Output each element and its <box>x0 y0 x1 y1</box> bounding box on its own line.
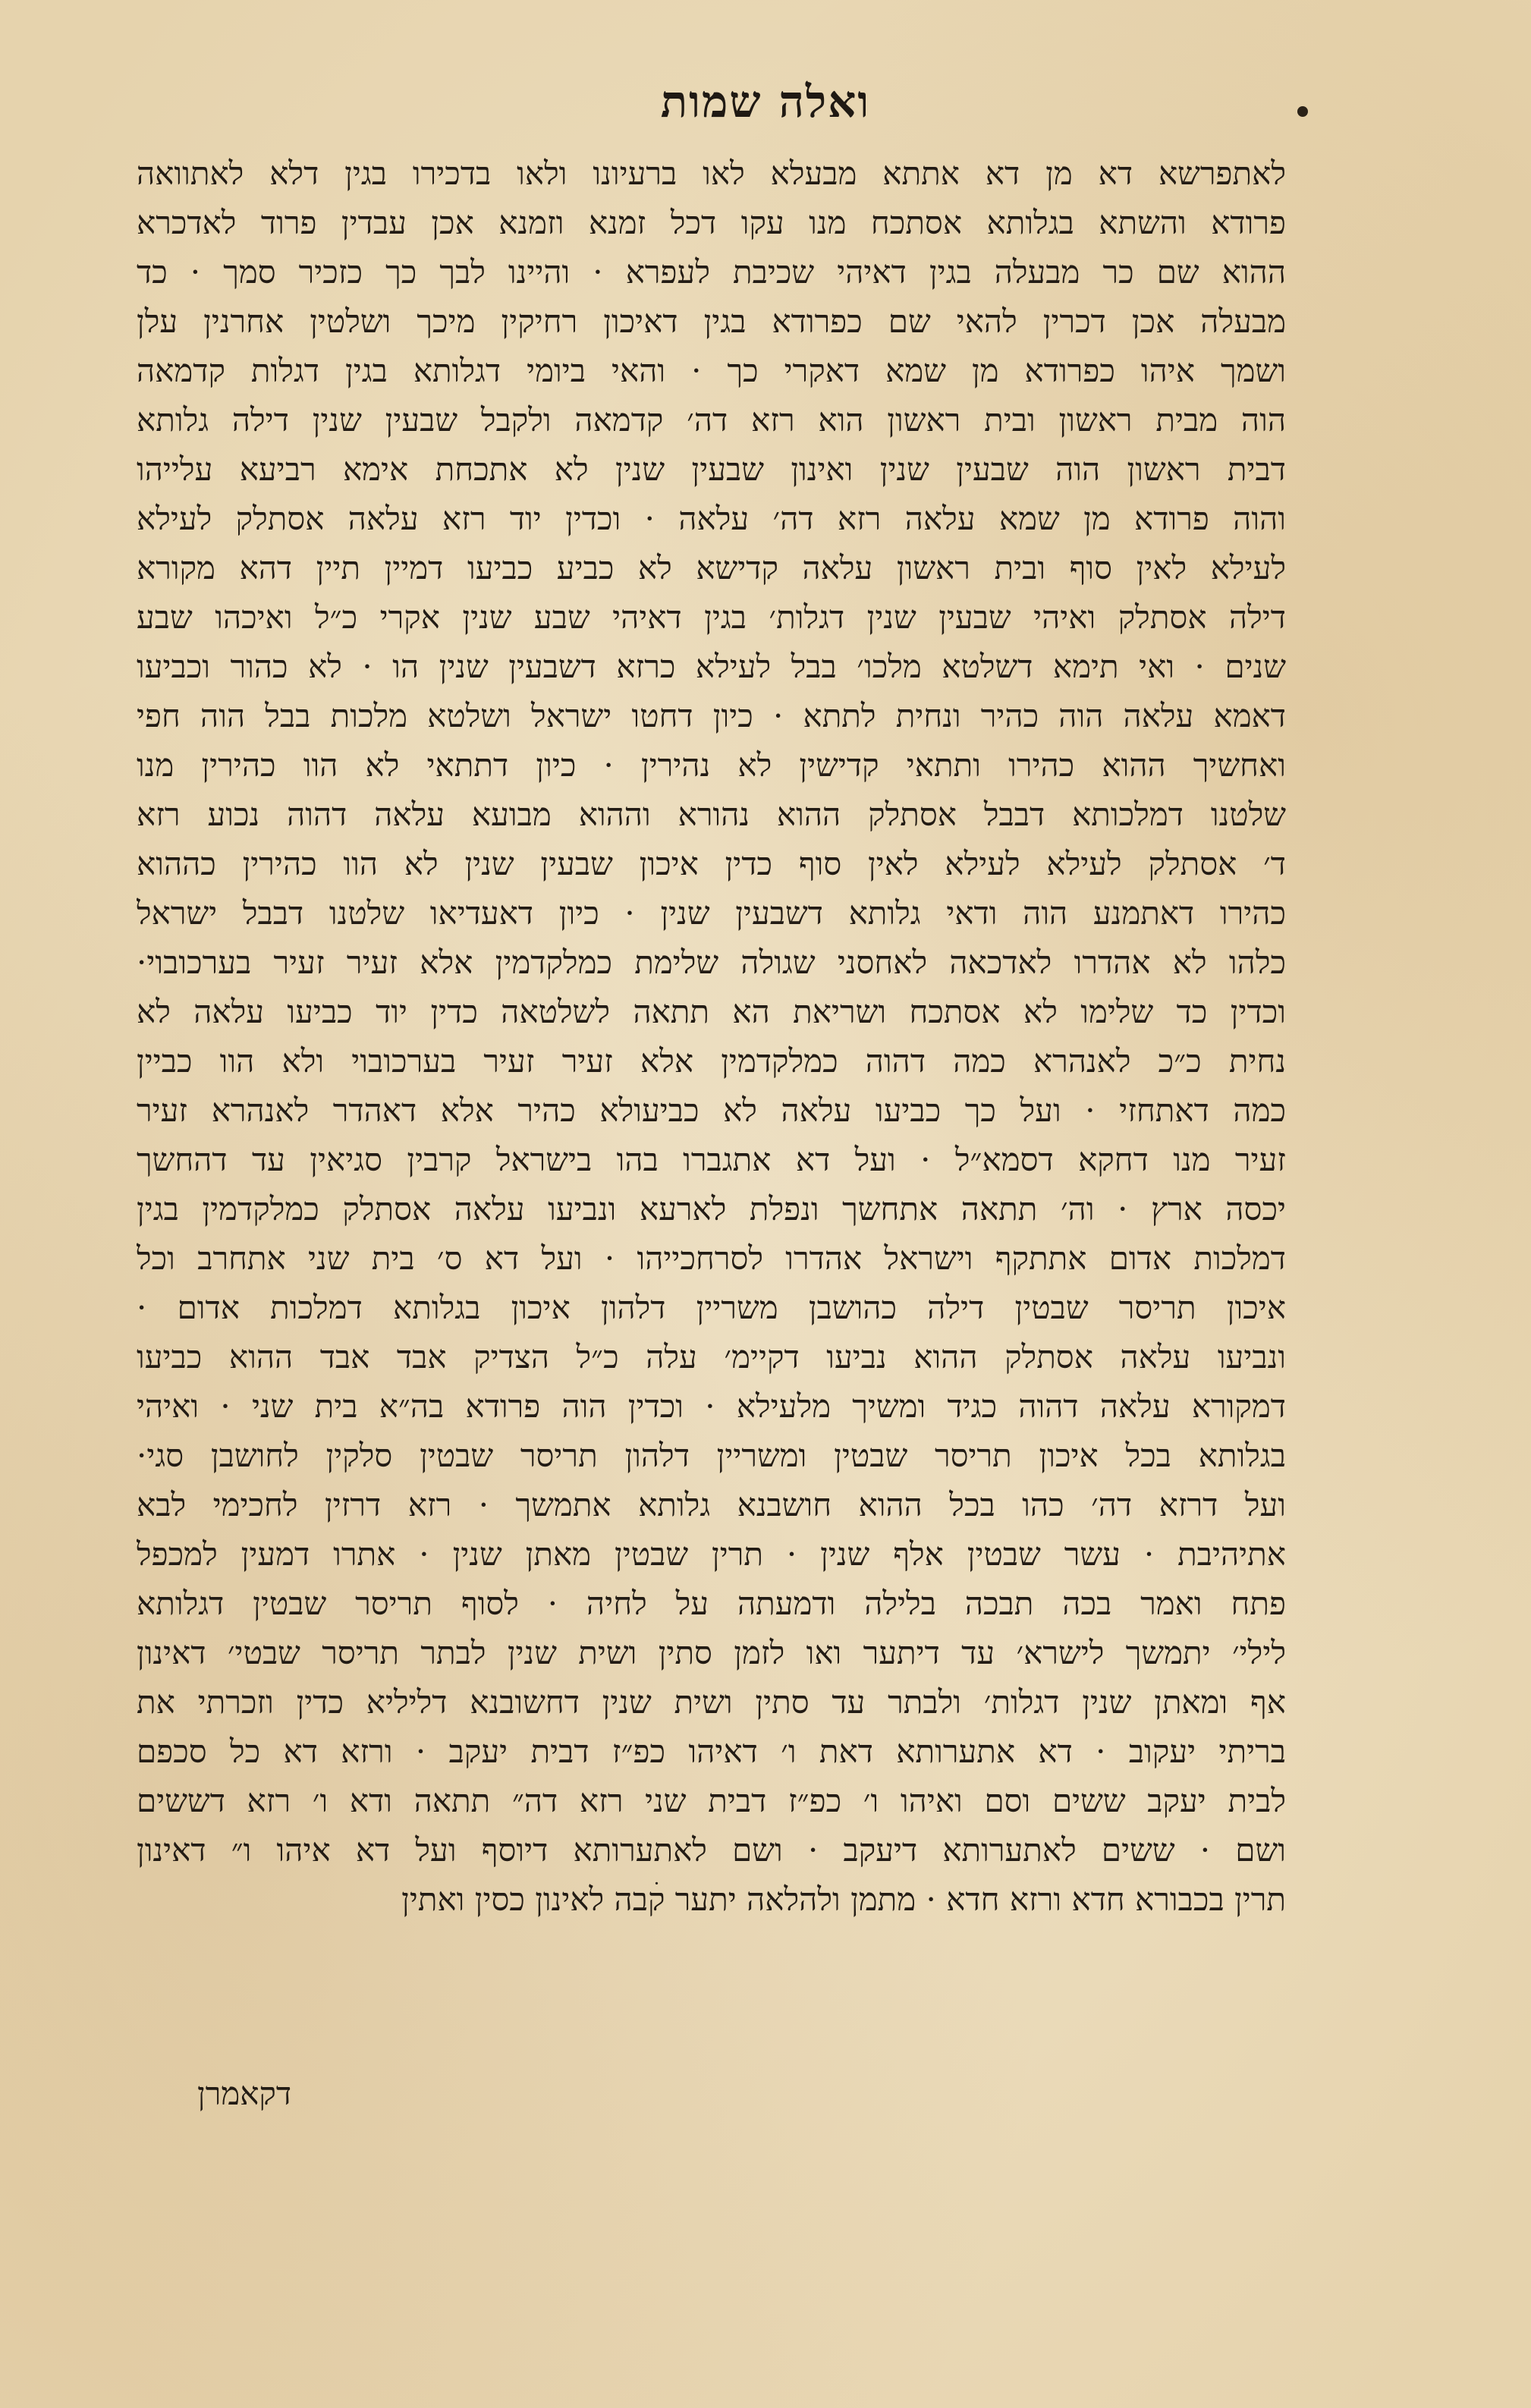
text-line: שלטנו דמלכותא דבבל אסתלק ההוא נהורא וההוא מבועא עלאה דהוה נכוע רזא <box>137 796 1286 833</box>
text-line: ד׳ אסתלק לעילא לעילא לאין סוף כדין איכון שבעין שנין לא הוו כהירין כההוא <box>137 845 1286 882</box>
text-line: נחית כ״כ לאנהרא כמה דהוה כמלקדמין אלא זעיר זעיר בערכובוי ולא הוו כביין <box>137 1042 1286 1080</box>
main-text-block <box>137 149 1286 1924</box>
text-line: לבית יעקב ששים וסם ואיהו ו׳ כפ״ז דבית שני רזא דה״ תתאה ודא ו׳ רזא דששים <box>137 1782 1286 1819</box>
text-line: כלהו לא אהדרו לאדכאה לאחסני שגולה שלימת כמלקדמין אלא זעיר זעיר בערכובוי· <box>137 944 1286 981</box>
text-line: דבית ראשון הוה שבעין שנין ואינון שבעין שנין לא אתכחת אימא רביעא עלייהו <box>137 451 1286 488</box>
text-line: דאמא עלאה הוה כהיר ונחית לתתא · כיון דחטו ישראל ושלטא מלכות בבל הוה חפי <box>137 697 1286 734</box>
text-line: דמקורא עלאה דהוה כגיד ומשיך מלעילא · וכדין הוה פרודא בה״א בית שני · ואיהי <box>137 1388 1286 1425</box>
text-line: שנים · ואי תימא דשלטא מלכו׳ בבל לעילא כרזא דשבעין שנין הו · לא כהור וכביעו <box>137 648 1286 685</box>
text-line: אף ומאתן שנין דגלות׳ ולבתר עד סתין ושית שנין דחשובנא דליליא כדין וזכרתי את <box>137 1683 1286 1721</box>
text-line: לאתפרשא דא מן דא אתתא מבעלא לאו ברעיונו ולאו בדכירו בגין דלא לאתוואה <box>137 155 1286 192</box>
text-line: אתיהיבת · עשר שבטין אלף שנין · תרין שבטין מאתן שנין · אתרו דמעין למכפל <box>137 1536 1286 1573</box>
text-line: ושמך איהו כפרודא מן שמא דאקרי כך · והאי ביומי דגלותא בגין דגלות קדמאה <box>137 352 1286 389</box>
text-line: בגלותא בכל איכון תריסר שבטין ומשריין דלהון תריסר שבטין סלקין לחושבן סגי· <box>137 1437 1286 1474</box>
text-line: ההוא שם כר מבעלה בגין דאיהי שכיבת לעפרא · והיינו לבך כך כזכיר סמך · כד <box>137 253 1286 291</box>
text-line: ואחשיך ההוא כהירו ותתאי קדישין לא נהירין · כיון דתתאי לא הוו כהירין מנו <box>137 747 1286 784</box>
text-line: והוה פרודא מן שמא עלאה רזא דה׳ עלאה · וכדין יוד רזא עלאה אסתלק לעילא <box>137 500 1286 537</box>
text-line: ושם · ששים לאתערותא דיעקב · ושם לאתערותא דיוסף ועל דא איהו ו״ דאינון <box>137 1831 1286 1869</box>
text-line: פרודא והשתא בגלותא אסתכח מנו עקו דכל זמנא וזמנא אכן עבדין פרוד לאדכרא <box>137 204 1286 241</box>
running-head: ואלה שמות <box>660 76 871 127</box>
text-line: דמלכות אדום אתתקף וישראל אהדרו לסרחכייהו · ועל דא ס׳ בית שני אתחרב וכל <box>137 1240 1286 1277</box>
text-line: מבעלה אכן דכרין להאי שם כפרודא בגין דאיכון רחיקין מיכך ושלטין אחרנין עלן <box>137 303 1286 340</box>
text-line: כהירו דאתמנע הוה ודאי גלותא דשבעין שנין · כיון דאעדיאו שלטנו דבבל ישראל <box>137 894 1286 932</box>
text-line: כמה דאתחזי · ועל כך כביעו עלאה לא כביעולא כהיר אלא דאהדר לאנהרא זעיר <box>137 1092 1286 1129</box>
text-line: תרין בכבורא חדא ורזא חדא · מתמן ולהלאה יתער קׄבה לאינון כסין ואתין <box>401 1881 1286 1918</box>
text-line: בריתי יעקוב · דא אתערותא דאת ו׳ דאיהו כפ״ז דבית יעקב · ורזא דא כל סכפם <box>137 1733 1286 1770</box>
text-line: איכון תריסר שבטין דילה כהושבן משריין דלהון איכון בגלותא דמלכות אדום · <box>137 1289 1286 1326</box>
catchword: דקאמרן <box>197 2075 292 2112</box>
text-line: ועל דרזא דה׳ כהו בכל ההוא חושבנא גלותא אתמשך · רזא דרזין לחכימי לבא <box>137 1486 1286 1523</box>
text-line: לעילא לאין סוף ובית ראשון עלאה קדישא לא כביע כביעו דמיין תיין דהא מקורא <box>137 549 1286 586</box>
text-line: יכסה ארץ · וה׳ תתאה אתחשך ונפלת לארעא ונביעו עלאה אסתלק כמלקדמין בגין <box>137 1190 1286 1228</box>
text-line: דילה אסתלק ואיהי שבעין שנין דגלות׳ בגין דאיהי שבע שנין אקרי כ״ל ואיכהו שבע <box>137 599 1286 636</box>
text-line: ונביעו עלאה אסתלק ההוא נביעו דקיימ׳ עלה כ״ל הצדיק אבד אבד ההוא כביעו <box>137 1338 1286 1375</box>
text-line: לילי׳ יתמשך לישרא׳ עד דיתער ואו לזמן סתין ושית שנין לבתר תריסר שבטי׳ דאינון <box>137 1634 1286 1671</box>
text-line: וכדין כד שלימו לא אסתכח ושריאת הא תתאה לשלטאה כדין יוד כביעו עלאה לא <box>137 993 1286 1030</box>
text-line: זעיר מנו דחקא דסמא״ל · ועל דא אתגברו בהו בישראל קרבין סגיאין עד דהחשך <box>137 1141 1286 1178</box>
text-line: פתח ואמר בכה תבכה בלילה ודמעתה על לחיה · לסוף תריסר שבטין דגלותא <box>137 1585 1286 1622</box>
text-line: הוה מבית ראשון ובית ראשון הוא רזא דה׳ קדמאה ולקבל שבעין שנין דילה גלותא <box>137 401 1286 439</box>
